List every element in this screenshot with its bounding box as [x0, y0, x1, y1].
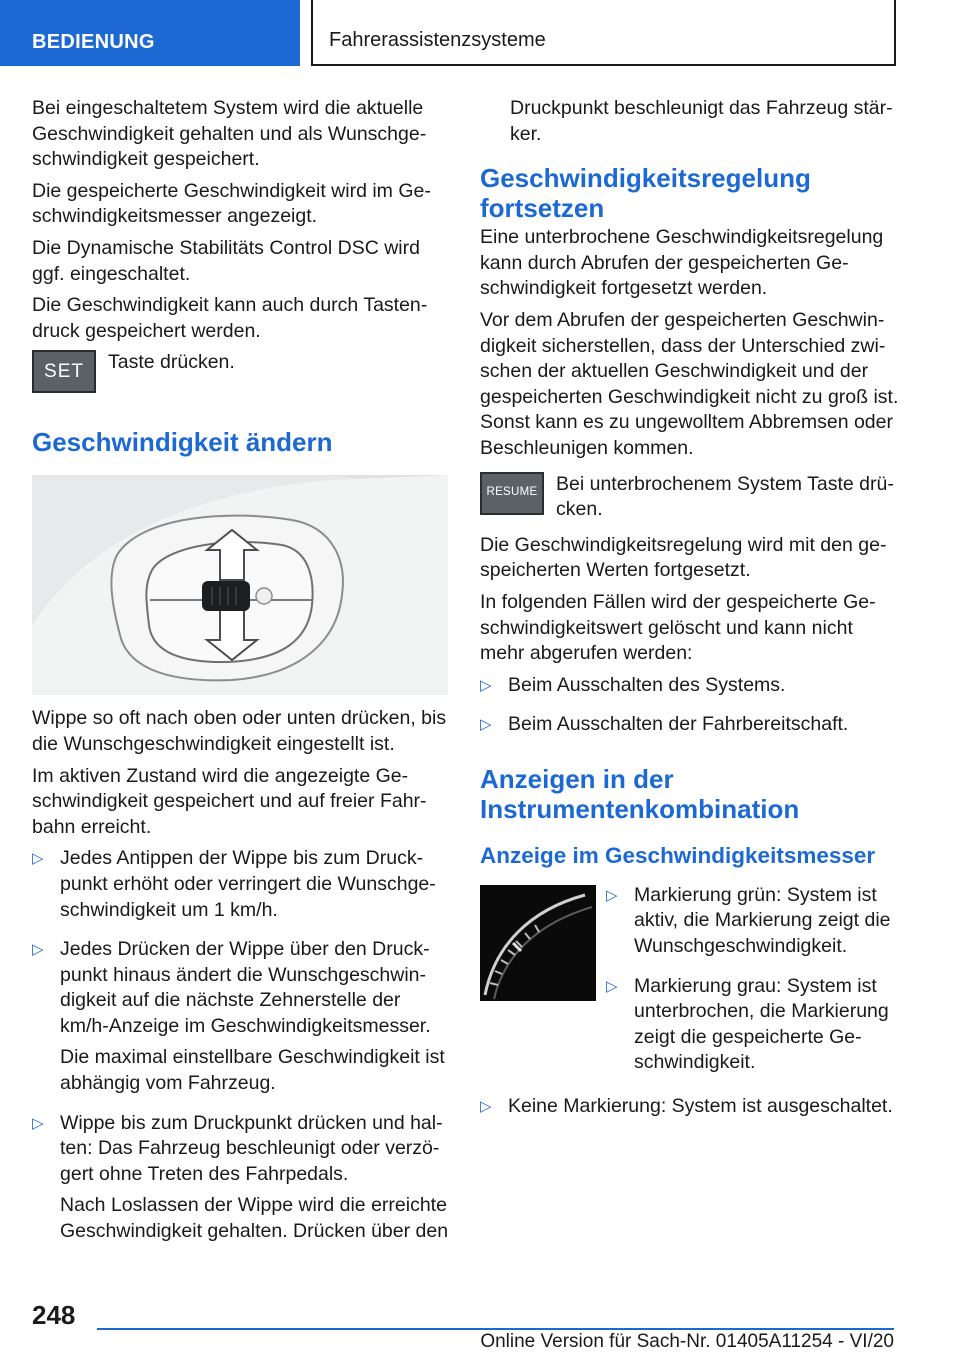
resume-key-row: [480, 472, 900, 523]
paragraph: Die Dynamische Stabilitäts Control DSC wird ggf. eingeschaltet.: [32, 236, 420, 285]
paragraph: Vor dem Abrufen der gespeicherten Geschwindigkeit sicherstellen, dass der Unterschied zwischen der aktuellen Geschwindigkeit und der gespeicherten Geschwindigkeit nicht zu groß ist. Sonst kann es zu ungewolltem Abbremsen oder Beschleunigen kommen.: [480, 308, 899, 459]
list-item: [32, 937, 450, 1103]
list-item-text: Markierung grün: System ist aktiv, die Markierung zeigt die Wunschgeschwindigkeit.: [634, 883, 891, 958]
chapter-tab: Fahrerassistenzsysteme: [311, 0, 896, 66]
footer-divider: [97, 1328, 894, 1330]
steering-wheel-rocker-image: [32, 475, 448, 695]
heading-speed-change: Geschwindigkeit ändern: [32, 427, 333, 458]
list-item-text: Beim Ausschalten des Systems.: [508, 673, 786, 696]
page-header: [0, 0, 960, 66]
set-key-text: Taste drücken.: [108, 351, 235, 374]
triangle-bullet-icon: ▷: [32, 850, 44, 868]
section-tab: BEDIENUNG: [0, 0, 300, 66]
set-key-icon: SET: [32, 350, 96, 393]
list-item-text: Markierung grau: System ist unterbrochen, die Markierung zeigt die gespeicherte Geschwindigkeit.: [634, 974, 889, 1074]
triangle-bullet-icon: ▷: [32, 1114, 44, 1132]
list-item-note: Die maximal einstellbare Geschwindigkeit ist abhängig vom Fahrzeug.: [60, 1046, 445, 1095]
list-item-text: Jedes Antippen der Wippe bis zum Druckpunkt erhöht oder verringert die Wunschgeschwindigkeit um 1 km/h.: [60, 847, 436, 921]
heading-resume: Geschwindigkeitsregelung fortsetzen: [480, 163, 811, 224]
resume-key-text: Bei unterbrochenem System Taste drücken.: [556, 472, 894, 521]
paragraph: Eine unterbrochene Geschwindigkeitsregelung kann durch Abrufen der gespeicherten Geschwindigkeit fortgesetzt werden.: [480, 226, 884, 300]
list-item-note: Nach Loslassen der Wippe wird die erreichte Geschwindigkeit gehalten. Drücken über den: [60, 1194, 449, 1243]
heading-display: Anzeigen in der Instrumentenkombination: [480, 763, 800, 824]
list-item: [32, 846, 450, 929]
triangle-bullet-icon: ▷: [480, 676, 492, 694]
triangle-bullet-icon: ▷: [480, 1098, 492, 1116]
paragraph: Bei eingeschaltetem System wird die aktuelle Geschwindigkeit gehalten und als Wunschgeschwindigkeit gespeichert.: [32, 97, 427, 171]
speedometer-row: [480, 883, 900, 1090]
paragraph: Die Geschwindigkeit kann auch durch Tastendruck gespeichert werden.: [32, 294, 428, 342]
list-item: [606, 883, 900, 966]
page-number: 248: [32, 1300, 76, 1330]
list-item-text: Beim Ausschalten der Fahrbereitschaft.: [508, 713, 849, 736]
list-item: [480, 712, 900, 744]
paragraph-continuation: Druckpunkt beschleunigt das Fahrzeug stärker.: [510, 97, 893, 145]
resume-key-icon: RESUME: [480, 472, 544, 515]
triangle-bullet-icon: ▷: [606, 977, 618, 995]
speedometer-list: [606, 883, 900, 1090]
footer-version: Online Version für Sach-Nr. 01405A11254 - VI/20: [480, 1331, 894, 1352]
list-item-text: Keine Markierung: System ist ausgeschaltet.: [508, 1095, 893, 1118]
triangle-bullet-icon: ▷: [480, 716, 492, 734]
paragraph: Die gespeicherte Geschwindigkeit wird im Geschwindigkeitsmesser angezeigt.: [32, 179, 431, 228]
list-item: [480, 1094, 900, 1126]
right-column: [480, 96, 900, 1134]
triangle-bullet-icon: ▷: [606, 886, 618, 904]
triangle-bullet-icon: ▷: [32, 941, 44, 959]
list-item: [480, 673, 900, 705]
left-column: [32, 96, 450, 1259]
heading-speedometer: Anzeige im Geschwindigkeitsmesser: [480, 842, 876, 868]
list-item: [32, 1111, 450, 1251]
list-item-text: Jedes Drücken der Wippe über den Druckpunkt hinaus ändert die Wunschgeschwindigkeit auf die nächste Zehnerstelle der km/h‑Anzeige im Geschwindigkeitsmesser.: [60, 938, 431, 1037]
list-item: [606, 974, 900, 1082]
paragraph: Wippe so oft nach oben oder unten drücken, bis die Wunschgeschwindigkeit eingestellt ist.: [32, 707, 447, 755]
paragraph: Im aktiven Zustand wird die angezeigte Geschwindigkeit gespeichert und auf freier Fahrbahn erreicht.: [32, 764, 427, 838]
list-item-text: Wippe bis zum Druckpunkt drücken und halten: Das Fahrzeug beschleunigt oder verzögert ohne Treten des Fahrpedals.: [60, 1111, 443, 1185]
paragraph: In folgenden Fällen wird der gespeicherte Geschwindigkeitswert gelöscht und kann nicht mehr abgerufen werden:: [480, 590, 876, 665]
paragraph: Die Geschwindigkeitsregelung wird mit den gespeicherten Werten fortgesetzt.: [480, 533, 887, 582]
set-key-row: [32, 350, 450, 393]
speedometer-image: [480, 885, 596, 1001]
